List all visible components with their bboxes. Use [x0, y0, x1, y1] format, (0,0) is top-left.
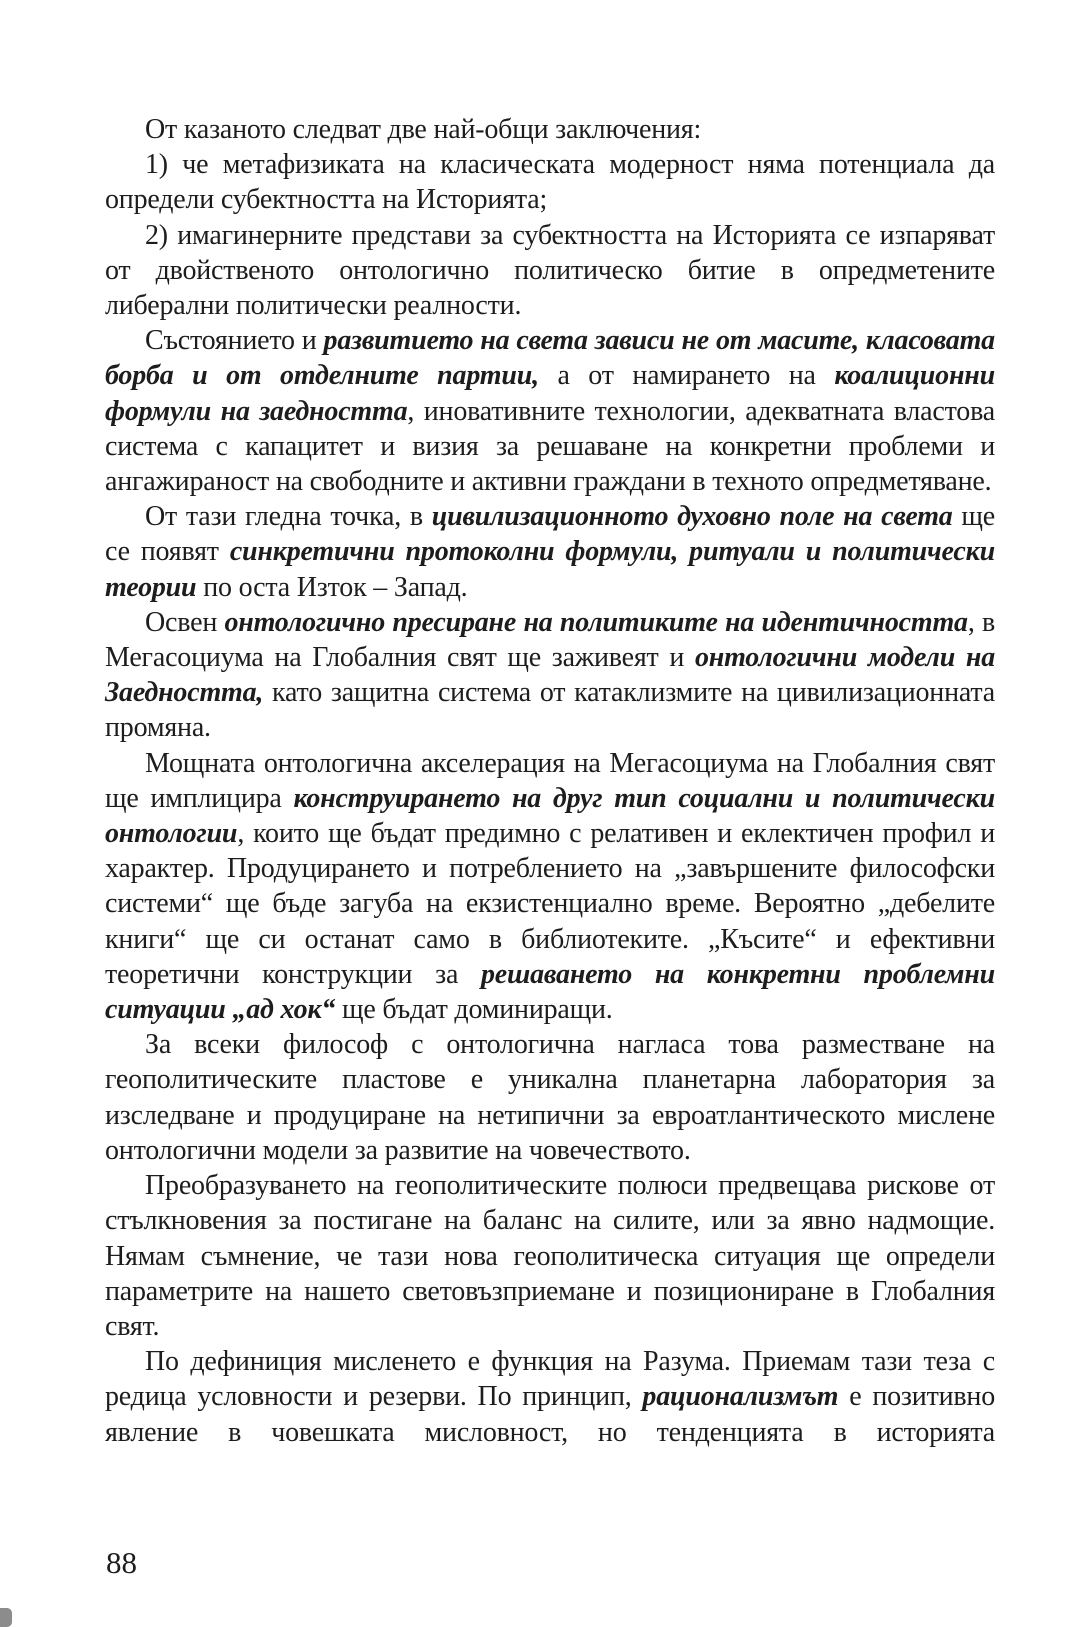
emphasis-run: онтологични модели на Заедността, [105, 642, 995, 709]
paragraph [105, 746, 995, 1028]
text-run: е позитивно явление в човешката мисловност, но тенденцията в историята [105, 1381, 995, 1448]
emphasis-run: цивилизационното духовно поле на света [431, 501, 953, 533]
emphasis-run: онтологично пресиране на политиките на идентичността [224, 606, 968, 638]
page-number: 88 [106, 1545, 137, 1580]
text-run: Състоянието и [145, 325, 324, 357]
emphasis-run: конструирането на друг тип социални и политически онтологии [105, 782, 995, 850]
paragraph [105, 605, 995, 746]
text-run: като защитна система от катаклизмите на цивилизационната промяна. [105, 677, 995, 744]
page-corner-handle [0, 1608, 12, 1627]
emphasis-run: решаването на конкретни проблемни ситуации „ад хок“ [105, 958, 996, 1026]
text-run: Мощната онтологична акселерация на Мегасоциума на Глобалния свят ще имплицира [105, 747, 995, 814]
text-run: ще бъдат доминиращи. [335, 994, 613, 1026]
paragraph [105, 323, 995, 499]
text-run: Освен [145, 606, 225, 638]
emphasis-run: рационализмът [642, 1381, 839, 1413]
emphasis-run: развитието на света зависи не от масите, класовата борба и от отделните партии, [105, 325, 995, 392]
emphasis-run: коалиционни формули на заедността [105, 360, 996, 427]
text-run: По дефиниция мисленето е функция на Разума. Приемам тази теза с редица условности и резерви. По принцип, [105, 1346, 995, 1413]
text-run: ще се появят [105, 501, 996, 568]
text-run: 1) че метафизиката на класическата модерност няма потенциала да определи субектността на Историята; [105, 149, 995, 216]
paragraph [105, 1168, 995, 1344]
text-run: , в Мегасоциума на Глобалния свят ще заживеят и [105, 606, 996, 674]
paragraph [105, 1027, 995, 1168]
text-run: 2) имагинерните представи за субектността на Историята се изпаряват от двойственото онтологично политическо битие в опредметените либерални политически реалности. [105, 219, 995, 322]
paragraph [105, 218, 995, 324]
text-run: Преобразуването на геополитическите полюси предвещава рискове от стълкновения за постигане на баланс на силите, или за явно надмощие. Нямам съмнение, че тази нова геополитическа ситуация ще определи параметрите на нашето световъзприемане и позициониране в Глобалния свят. [105, 1170, 995, 1342]
paragraph [105, 112, 995, 147]
text-run: , които ще бъдат предимно с релативен и еклектичен профил и характер. Продуцирането и потреблението на „завършените философски системи“ ще бъде загуба на екзистенциално време. Вероятно „дебелите книги“ ще си останат само в библиотеките. „Късите“ и ефективни теоретични конструкции за [105, 818, 995, 990]
text-run: , иновативните технологии, адекватната властова система с капацитет и визия за решаване на конкретни проблеми и ангажираност на свободните и активни граждани в техното опредметяване. [105, 395, 995, 498]
text-run: От казаното следват две най-общи заключения: [145, 114, 702, 145]
paragraph [105, 499, 995, 605]
paragraph [105, 147, 995, 217]
text-run: От тази гледна точка, в [145, 501, 432, 533]
page-paragraphs [105, 112, 995, 1450]
paragraph [105, 1344, 995, 1450]
text-run: по оста Изток – Запад. [196, 571, 468, 603]
text-run: За всеки философ с онтологична нагласа това разместване на геополитическите пластове е уникална планетарна лаборатория за изследване и продуциране на нетипични за евроатлантическото мислене онтологични модели за развитие на човечеството. [105, 1029, 995, 1166]
text-run: а от намирането на [538, 360, 835, 392]
emphasis-run: синкретични протоколни формули, ритуали и политически теории [105, 536, 995, 603]
